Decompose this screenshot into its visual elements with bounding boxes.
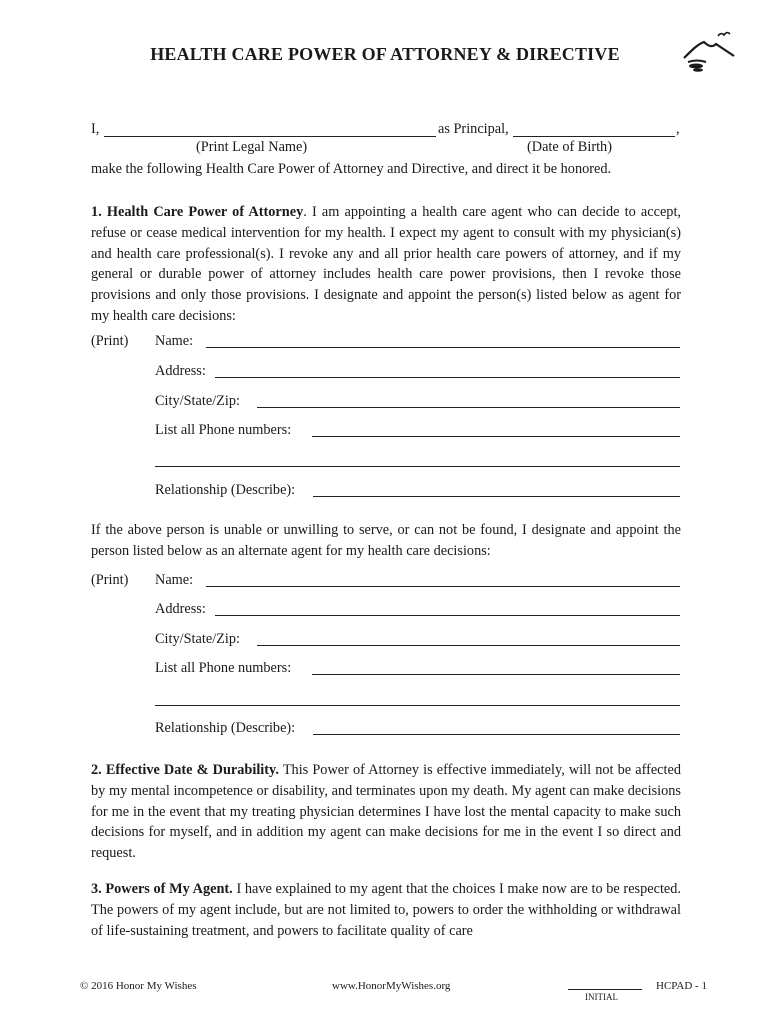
agent-phones-label: List all Phone numbers: <box>155 422 292 438</box>
principal-statement: make the following Health Care Power of Attorney and Directive, and direct it be honored. <box>91 161 612 177</box>
agent-name-label: Name: <box>155 333 194 349</box>
principal-name-field[interactable] <box>104 136 436 137</box>
footer-page-id: HCPAD - 1 <box>656 980 707 992</box>
alternate-relationship-field[interactable] <box>313 734 680 735</box>
agent-address-label: Address: <box>155 363 206 379</box>
alternate-paragraph: If the above person is unable or unwilling to serve, or can not be found, I designate and appoint the person listed below as an alternate agent for my health care decisions: <box>91 522 681 559</box>
alternate-phones-label: List all Phone numbers: <box>155 660 292 676</box>
as-principal-label: as Principal, <box>438 121 509 137</box>
alternate-address-field[interactable] <box>215 615 680 616</box>
principal-comma: , <box>676 121 680 137</box>
alternate-relationship-label: Relationship (Describe): <box>155 720 296 736</box>
section-2-text: This Power of Attorney is effective immediately, will not be affected by my mental incompetence or disability, and terminates upon my death. My agent can make decisions for me in the event that my treating physician determines I have lost the mental capacity to make such decisions for myself, and in addition my agent can make decisions for me in the event I so direct and request. <box>91 762 681 862</box>
section-1-heading: 1. Health Care Power of Attorney <box>91 204 304 220</box>
agent-phones-field-2[interactable] <box>155 466 680 467</box>
section-3-heading: 3. Powers of My Agent. <box>91 881 233 897</box>
page-title: HEALTH CARE POWER OF ATTORNEY & DIRECTIVE <box>150 44 620 64</box>
alternate-print-label: (Print) <box>91 572 129 588</box>
principal-prefix: I, <box>91 121 100 137</box>
footer-copyright: © 2016 Honor My Wishes <box>80 980 197 992</box>
section-3-paragraph <box>91 879 681 941</box>
alternate-city-label: City/State/Zip: <box>155 631 240 647</box>
section-2-paragraph <box>91 760 681 864</box>
alternate-city-field[interactable] <box>257 645 680 646</box>
initial-caption: INITIAL <box>585 992 618 1002</box>
agent-name-field[interactable] <box>206 347 680 348</box>
mountain-bird-logo <box>682 30 736 74</box>
footer-website: www.HonorMyWishes.org <box>332 980 451 992</box>
agent-relationship-field[interactable] <box>313 496 680 497</box>
date-of-birth-field[interactable] <box>513 136 675 137</box>
agent-relationship-label: Relationship (Describe): <box>155 482 296 498</box>
dob-caption: (Date of Birth) <box>527 139 612 155</box>
alternate-address-label: Address: <box>155 601 206 617</box>
section-1-text: . I am appointing a health care agent who can decide to accept, refuse or cease medical intervention for my health. I expect my agent to consult with my physician(s) and health care professional(s). I revoke any and all prior health care powers of attorney, and if my general or durable power of attorney includes health care power provisions, then I revoke those provisions and only those provisions. I designate and appoint the person(s) listed below as agent for my health care decisions: <box>91 204 681 324</box>
agent-print-label: (Print) <box>91 333 129 349</box>
alternate-phones-field-2[interactable] <box>155 705 680 706</box>
initial-field[interactable] <box>568 989 642 990</box>
agent-phones-field[interactable] <box>312 436 680 437</box>
alternate-name-label: Name: <box>155 572 194 588</box>
section-2-heading: 2. Effective Date & Durability. <box>91 762 279 778</box>
alternate-phones-field[interactable] <box>312 674 680 675</box>
alternate-name-field[interactable] <box>206 586 680 587</box>
agent-city-label: City/State/Zip: <box>155 393 240 409</box>
section-1-paragraph <box>91 202 681 327</box>
agent-city-field[interactable] <box>257 407 680 408</box>
section-3-text: I have explained to my agent that the choices I make now are to be respected. The powers of my agent include, but are not limited to, powers to order the withholding or withdrawal of life-sustaining treatment, and powers to facilitate quality of care <box>91 881 681 939</box>
name-caption: (Print Legal Name) <box>196 139 308 155</box>
agent-address-field[interactable] <box>215 377 680 378</box>
